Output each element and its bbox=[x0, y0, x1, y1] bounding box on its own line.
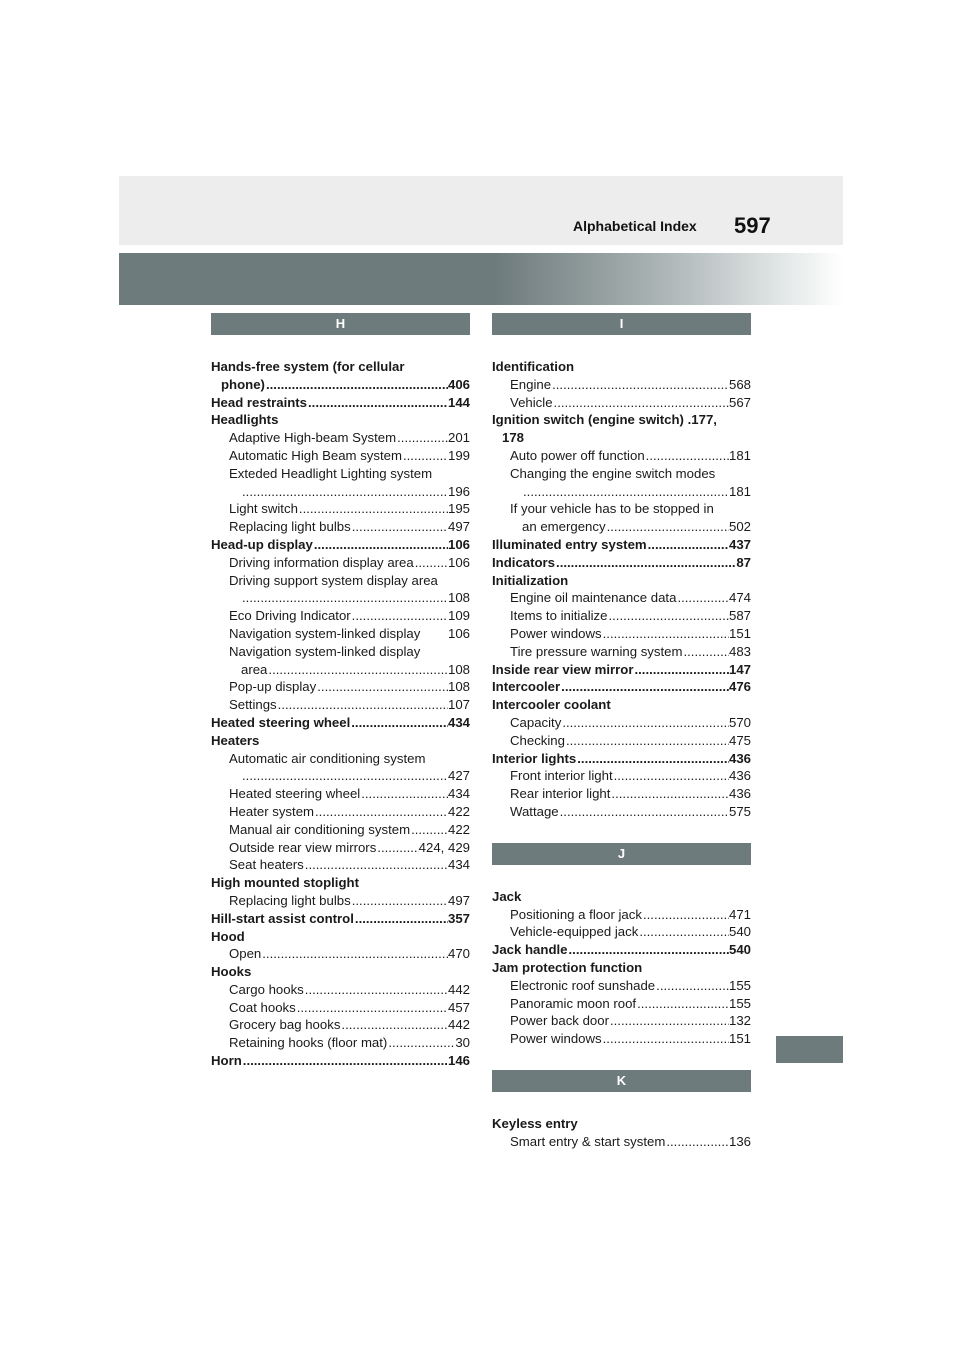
decorative-band bbox=[119, 253, 843, 305]
entry-text: Hill-start assist control bbox=[211, 910, 354, 926]
index-subentry bbox=[211, 856, 470, 874]
index-entry bbox=[492, 941, 751, 959]
entry-text: Tire pressure warning system bbox=[510, 643, 683, 659]
leader-dots bbox=[351, 892, 448, 910]
entry-text: If your vehicle has to be stopped in bbox=[510, 501, 714, 517]
entry-text: Settings bbox=[229, 697, 277, 713]
index-subentry bbox=[211, 518, 470, 536]
index-subentry bbox=[492, 625, 751, 643]
index-subentry bbox=[211, 981, 470, 999]
page-ref: 436 bbox=[728, 750, 751, 766]
leader-dots bbox=[647, 536, 729, 554]
entry-text: Heaters bbox=[211, 732, 260, 748]
index-subentry bbox=[492, 906, 751, 924]
leader-dots bbox=[277, 696, 448, 714]
entry-text: an emergency bbox=[522, 519, 606, 535]
page-ref: 155 bbox=[728, 977, 751, 993]
page-ref: 181 bbox=[728, 483, 751, 499]
leader-dots bbox=[565, 732, 729, 750]
page-ref: 108 bbox=[447, 590, 470, 606]
index-entry bbox=[211, 732, 470, 750]
index-subentry bbox=[492, 589, 751, 607]
entry-text: Indicators bbox=[492, 554, 556, 570]
page-ref: 471 bbox=[728, 906, 751, 922]
entry-text: Driving information display area bbox=[229, 554, 414, 570]
leader-dots bbox=[360, 785, 448, 803]
entry-text: Headlights bbox=[211, 412, 279, 428]
index-subentry bbox=[211, 661, 470, 679]
entry-text: Panoramic moon roof bbox=[510, 995, 637, 1011]
index-subentry bbox=[492, 518, 751, 536]
page-ref: 424, 429 bbox=[418, 839, 470, 855]
leader-dots bbox=[351, 607, 448, 625]
page-ref: 406 bbox=[447, 376, 470, 392]
page-ref: 567 bbox=[728, 394, 751, 410]
index-subentry bbox=[492, 500, 751, 518]
page-number: 597 bbox=[734, 213, 771, 238]
leader-dots bbox=[645, 447, 729, 465]
entry-text: Power back door bbox=[510, 1013, 609, 1029]
index-subentry bbox=[492, 995, 751, 1013]
index-entry bbox=[492, 661, 751, 679]
leader-dots bbox=[576, 750, 729, 768]
index-subentry bbox=[211, 999, 470, 1017]
leader-dots bbox=[553, 394, 729, 412]
page-ref: 540 bbox=[728, 924, 751, 940]
entry-text: Hooks bbox=[211, 964, 252, 980]
leader-dots bbox=[606, 518, 729, 536]
index-subentry bbox=[492, 923, 751, 941]
leader-dots bbox=[561, 714, 729, 732]
entry-text: High mounted stoplight bbox=[211, 875, 359, 891]
page-ref: 434 bbox=[447, 786, 470, 802]
page-ref: 457 bbox=[447, 999, 470, 1015]
index-entry bbox=[492, 696, 751, 714]
leader-dots bbox=[340, 1016, 448, 1034]
page-ref: 146 bbox=[447, 1053, 470, 1069]
page-ref: 196 bbox=[447, 483, 470, 499]
leader-dots bbox=[610, 785, 729, 803]
leader-dots bbox=[313, 536, 448, 554]
index-entry bbox=[211, 394, 470, 412]
index-entry bbox=[492, 554, 751, 572]
index-subentry bbox=[211, 625, 470, 643]
chapter-tab bbox=[776, 1036, 843, 1063]
entry-text: Replacing light bulbs bbox=[229, 892, 351, 908]
leader-dots bbox=[267, 661, 448, 679]
entry-text: Changing the engine switch modes bbox=[510, 465, 716, 481]
index-subentry bbox=[492, 714, 751, 732]
leader-dots bbox=[265, 376, 448, 394]
page-ref: 155 bbox=[728, 995, 751, 1011]
leader-dots bbox=[555, 554, 736, 572]
index-entries-i bbox=[492, 358, 751, 821]
leader-dots bbox=[665, 1133, 729, 1151]
index-subentry bbox=[492, 1133, 751, 1151]
entry-text: Vehicle-equipped jack bbox=[510, 924, 639, 940]
index-subentry bbox=[211, 447, 470, 465]
page-ref: 497 bbox=[447, 892, 470, 908]
index-entry bbox=[211, 714, 470, 732]
entry-text: Keyless entry bbox=[492, 1115, 578, 1131]
index-subentry bbox=[211, 678, 470, 696]
index-subentry bbox=[492, 1030, 751, 1048]
index-subentry bbox=[211, 1034, 470, 1052]
index-entry bbox=[211, 874, 470, 892]
index-subentry bbox=[211, 483, 470, 501]
entry-text: Open bbox=[229, 946, 262, 962]
index-entry bbox=[492, 411, 751, 429]
page-ref: 422 bbox=[447, 803, 470, 819]
entry-text: Seat heaters bbox=[229, 857, 304, 873]
page-ref: 442 bbox=[447, 981, 470, 997]
entry-text: Intercooler bbox=[492, 679, 561, 695]
index-column-left bbox=[211, 313, 470, 1070]
entry-text: Initialization bbox=[492, 572, 569, 588]
leader-dots bbox=[304, 856, 448, 874]
leader-dots bbox=[410, 821, 448, 839]
index-subentry bbox=[211, 767, 470, 785]
entry-text: Coat hooks bbox=[229, 999, 296, 1015]
leader-dots bbox=[682, 643, 729, 661]
entry-text: Ignition switch (engine switch) .177, bbox=[492, 412, 717, 428]
entry-text: Navigation system-linked display bbox=[229, 643, 421, 659]
index-subentry bbox=[492, 1012, 751, 1030]
leader-dots bbox=[376, 839, 418, 857]
entry-text: Cargo hooks bbox=[229, 981, 304, 997]
index-subentry bbox=[211, 1016, 470, 1034]
leader-dots bbox=[602, 625, 729, 643]
page-ref: 199 bbox=[447, 447, 470, 463]
section-header-h: H bbox=[211, 313, 470, 335]
entry-text: Engine bbox=[510, 376, 552, 392]
page-ref: 30 bbox=[455, 1035, 470, 1051]
entry-text: Replacing light bulbs bbox=[229, 519, 351, 535]
section-header-i: I bbox=[492, 313, 751, 335]
entry-text: 178 bbox=[502, 430, 525, 446]
leader-dots bbox=[304, 981, 448, 999]
entry-text: Checking bbox=[510, 732, 565, 748]
entry-text: Jack bbox=[492, 888, 522, 904]
entry-text: Eco Driving Indicator bbox=[229, 608, 351, 624]
leader-dots bbox=[655, 977, 729, 995]
entry-text: Engine oil maintenance data bbox=[510, 590, 677, 606]
page-ref: 434 bbox=[447, 714, 470, 730]
leader-dots bbox=[636, 995, 729, 1013]
index-subentry bbox=[492, 465, 751, 483]
page-ref: 109 bbox=[447, 608, 470, 624]
index-subentry bbox=[211, 750, 470, 768]
section-header-k: K bbox=[492, 1070, 751, 1092]
leader-dots bbox=[241, 589, 448, 607]
leader-dots bbox=[602, 1030, 729, 1048]
index-entry bbox=[211, 928, 470, 946]
entry-text: phone) bbox=[221, 376, 265, 392]
page-ref: 195 bbox=[447, 501, 470, 517]
page-ref: 108 bbox=[447, 679, 470, 695]
index-subentry bbox=[211, 429, 470, 447]
index-subentry bbox=[211, 892, 470, 910]
index-subentry bbox=[211, 821, 470, 839]
entry-text: Positioning a floor jack bbox=[510, 906, 642, 922]
leader-dots bbox=[261, 945, 448, 963]
page-ref: 357 bbox=[447, 910, 470, 926]
leader-dots bbox=[396, 429, 448, 447]
entry-text: area bbox=[241, 661, 268, 677]
entry-text: Intercooler coolant bbox=[492, 697, 611, 713]
leader-dots bbox=[633, 661, 729, 679]
index-entry bbox=[211, 910, 470, 928]
index-subentry bbox=[211, 785, 470, 803]
index-subentry bbox=[492, 607, 751, 625]
section-header-j: J bbox=[492, 843, 751, 865]
page-ref: 575 bbox=[728, 803, 751, 819]
entry-text: Interior lights bbox=[492, 750, 577, 766]
index-subentry bbox=[492, 447, 751, 465]
entry-text: Electronic roof sunshade bbox=[510, 977, 656, 993]
entry-text: Retaining hooks (floor mat) bbox=[229, 1035, 388, 1051]
leader-dots bbox=[242, 1052, 448, 1070]
page-ref: 434 bbox=[447, 857, 470, 873]
leader-dots bbox=[642, 906, 729, 924]
index-subentry bbox=[211, 589, 470, 607]
entry-text: Items to initialize bbox=[510, 608, 608, 624]
page-ref: 497 bbox=[447, 519, 470, 535]
leader-dots bbox=[387, 1034, 455, 1052]
page-ref: 106 bbox=[447, 536, 470, 552]
leader-dots bbox=[307, 394, 448, 412]
leader-dots bbox=[414, 554, 448, 572]
entry-text: Heated steering wheel bbox=[211, 714, 351, 730]
entry-text: Inside rear view mirror bbox=[492, 661, 634, 677]
page-ref: 144 bbox=[447, 394, 470, 410]
leader-dots bbox=[351, 518, 448, 536]
index-subentry bbox=[492, 732, 751, 750]
entry-text: Power windows bbox=[510, 625, 602, 641]
index-subentry bbox=[211, 803, 470, 821]
leader-dots bbox=[354, 910, 448, 928]
leader-dots bbox=[676, 589, 729, 607]
index-entry bbox=[211, 963, 470, 981]
entry-text: Vehicle bbox=[510, 394, 553, 410]
page-ref: 147 bbox=[728, 661, 751, 677]
entry-text: Navigation system-linked display bbox=[229, 625, 421, 641]
entry-text: Adaptive High-beam System bbox=[229, 430, 397, 446]
page-ref: 437 bbox=[728, 536, 751, 552]
page-ref: 475 bbox=[728, 732, 751, 748]
index-subentry bbox=[211, 607, 470, 625]
index-entry bbox=[492, 572, 751, 590]
index-subentry bbox=[211, 554, 470, 572]
entry-text: Jam protection function bbox=[492, 959, 643, 975]
leader-dots bbox=[609, 1012, 729, 1030]
index-entry bbox=[211, 1052, 470, 1070]
index-subentry bbox=[211, 465, 470, 483]
leader-dots bbox=[568, 941, 729, 959]
index-subentry bbox=[492, 803, 751, 821]
page-ref: 587 bbox=[728, 608, 751, 624]
page-ref: 151 bbox=[728, 625, 751, 641]
index-subentry bbox=[492, 767, 751, 785]
leader-dots bbox=[298, 500, 448, 518]
entry-text: Automatic air conditioning system bbox=[229, 750, 426, 766]
page-ref: 136 bbox=[728, 1133, 751, 1149]
index-entry bbox=[492, 536, 751, 554]
index-entry bbox=[492, 888, 751, 906]
leader-dots bbox=[559, 803, 729, 821]
entry-text: Front interior light bbox=[510, 768, 613, 784]
page-ref: 436 bbox=[728, 768, 751, 784]
index-entry bbox=[492, 678, 751, 696]
page-ref: 107 bbox=[447, 697, 470, 713]
index-subentry bbox=[492, 977, 751, 995]
entry-text: Heater system bbox=[229, 803, 315, 819]
entry-text: Jack handle bbox=[492, 942, 568, 958]
entry-text: Exteded Headlight Lighting system bbox=[229, 465, 433, 481]
index-entry bbox=[211, 376, 470, 394]
index-subentry bbox=[492, 376, 751, 394]
page-ref: 422 bbox=[447, 821, 470, 837]
entry-text: Wattage bbox=[510, 803, 559, 819]
entry-text: Automatic High Beam system bbox=[229, 447, 402, 463]
header-title: Alphabetical Index bbox=[573, 218, 697, 234]
page-ref: 483 bbox=[728, 643, 751, 659]
leader-dots bbox=[241, 483, 448, 501]
entry-text: Light switch bbox=[229, 501, 298, 517]
index-entries-h bbox=[211, 358, 470, 1070]
page-ref: 502 bbox=[728, 519, 751, 535]
entry-text: Hood bbox=[211, 928, 245, 944]
page-ref: 427 bbox=[447, 768, 470, 784]
leader-dots bbox=[314, 803, 448, 821]
page-ref: 436 bbox=[728, 786, 751, 802]
index-entry bbox=[211, 536, 470, 554]
entry-text: Hands-free system (for cellular bbox=[211, 359, 405, 374]
leader-dots bbox=[402, 447, 448, 465]
page-ref: 106 bbox=[447, 625, 470, 641]
entry-text: Capacity bbox=[510, 714, 562, 730]
entry-text: Manual air conditioning system bbox=[229, 821, 411, 837]
page-ref: 181 bbox=[728, 447, 751, 463]
index-entry bbox=[492, 750, 751, 768]
leader-dots bbox=[560, 678, 729, 696]
entry-text: Pop-up display bbox=[229, 679, 317, 695]
entry-text: Grocery bag hooks bbox=[229, 1017, 341, 1033]
entry-text: Outside rear view mirrors bbox=[229, 839, 377, 855]
entry-text: Identification bbox=[492, 359, 575, 374]
index-entries-j bbox=[492, 888, 751, 1048]
leader-dots bbox=[613, 767, 729, 785]
entry-text: Horn bbox=[211, 1053, 242, 1069]
entry-text: Driving support system display area bbox=[229, 572, 438, 588]
page-ref: 470 bbox=[447, 946, 470, 962]
index-entry bbox=[492, 358, 751, 376]
entry-text: Smart entry & start system bbox=[510, 1133, 666, 1149]
page-ref: 540 bbox=[728, 942, 751, 958]
index-subentry bbox=[211, 839, 470, 857]
entry-text: Rear interior light bbox=[510, 786, 611, 802]
index-entry bbox=[211, 358, 470, 376]
index-subentry bbox=[492, 643, 751, 661]
page-ref: 106 bbox=[447, 554, 470, 570]
page-ref: 568 bbox=[728, 376, 751, 392]
index-entry bbox=[211, 411, 470, 429]
index-subentry bbox=[211, 696, 470, 714]
page-ref: 570 bbox=[728, 714, 751, 730]
leader-dots bbox=[241, 767, 448, 785]
page-ref: 151 bbox=[728, 1031, 751, 1047]
index-subentry bbox=[492, 785, 751, 803]
page-ref: 132 bbox=[728, 1013, 751, 1029]
entry-text: Auto power off function bbox=[510, 447, 645, 463]
index-subentry bbox=[211, 643, 470, 661]
page-ref: 201 bbox=[447, 430, 470, 446]
index-entry bbox=[492, 959, 751, 977]
entry-text: Head restraints bbox=[211, 394, 308, 410]
page-ref: 474 bbox=[728, 590, 751, 606]
index-subentry bbox=[492, 483, 751, 501]
page-ref: 476 bbox=[728, 679, 751, 695]
index-entry bbox=[492, 1115, 751, 1133]
page-ref: 442 bbox=[447, 1017, 470, 1033]
entry-text: Heated steering wheel bbox=[229, 786, 361, 802]
leader-dots bbox=[316, 678, 448, 696]
leader-dots bbox=[350, 714, 448, 732]
leader-dots bbox=[551, 376, 729, 394]
leader-dots bbox=[607, 607, 729, 625]
index-entries-k bbox=[492, 1115, 751, 1151]
leader-dots bbox=[638, 923, 729, 941]
index-entry bbox=[492, 429, 751, 447]
index-subentry bbox=[211, 945, 470, 963]
page-ref: 108 bbox=[447, 661, 470, 677]
entry-text: Illuminated entry system bbox=[492, 536, 647, 552]
page-ref: 87 bbox=[736, 554, 751, 570]
leader-dots bbox=[296, 999, 448, 1017]
index-subentry bbox=[492, 394, 751, 412]
index-column-right bbox=[492, 313, 751, 1150]
index-subentry bbox=[211, 572, 470, 590]
index-subentry bbox=[211, 500, 470, 518]
leader-dots bbox=[522, 483, 729, 501]
entry-text: Head-up display bbox=[211, 536, 313, 552]
entry-text: Power windows bbox=[510, 1031, 602, 1047]
